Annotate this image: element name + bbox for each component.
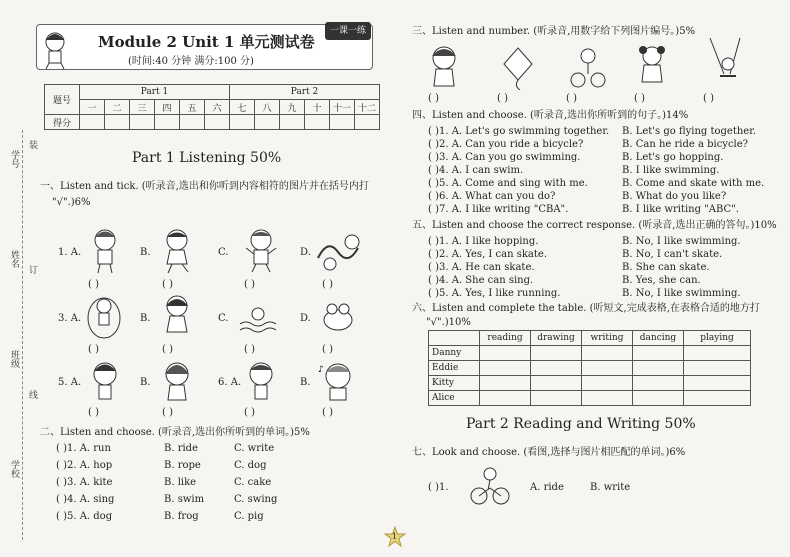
score-col: 三: [130, 100, 155, 115]
q2-option-b: B. frog: [164, 511, 199, 522]
q6-cell[interactable]: [531, 391, 582, 406]
frog-icon: [318, 296, 358, 336]
q6-cell[interactable]: [480, 361, 531, 376]
girl-jump-rope-icon: [86, 294, 122, 340]
q2-option-b: B. ride: [164, 443, 199, 454]
cartoon-girl-icon: [38, 28, 72, 70]
answer-blank[interactable]: ( ): [497, 93, 508, 104]
answer-blank[interactable]: ( ): [566, 93, 577, 104]
q6-col-header: playing: [684, 331, 751, 346]
answer-blank[interactable]: ( ): [162, 407, 173, 418]
q4-option-b: B. What do you like?: [622, 191, 727, 202]
q5-option-b: B. No, I like swimming.: [622, 288, 741, 299]
score-col: 六: [205, 100, 230, 115]
page-number: 1: [392, 532, 398, 541]
q6-row-name: Alice: [429, 391, 480, 406]
q1-item-label: B.: [300, 377, 311, 388]
q6-col-header: drawing: [531, 331, 582, 346]
answer-blank[interactable]: ( ): [428, 93, 439, 104]
field-name: 姓名: [9, 250, 19, 268]
girl-hopping-icon: [424, 44, 464, 90]
q6-cell[interactable]: [531, 376, 582, 391]
q2-option-b: B. swim: [164, 494, 205, 505]
q2-row[interactable]: ( )5. A. dog: [56, 511, 113, 522]
answer-blank[interactable]: ( ): [322, 344, 333, 355]
score-cell[interactable]: [230, 115, 255, 130]
q6-cell[interactable]: [531, 361, 582, 376]
kite-icon: [496, 46, 540, 90]
score-col: 十一: [330, 100, 355, 115]
q6-cell[interactable]: [582, 361, 633, 376]
answer-blank[interactable]: ( ): [322, 407, 333, 418]
q6-instruction-2: "√".)10%: [426, 317, 471, 328]
q6-col-header: reading: [480, 331, 531, 346]
q7-option-a: A. ride: [530, 482, 564, 493]
boy-jumping-icon: [244, 228, 278, 274]
score-cell[interactable]: [130, 115, 155, 130]
score-cell[interactable]: [205, 115, 230, 130]
q1-item-label: 3. A.: [58, 313, 82, 324]
exam-info: (时间:40 分钟 满分:100 分): [128, 56, 254, 67]
score-row-label: 题号: [45, 85, 80, 115]
q6-col-header: writing: [582, 331, 633, 346]
girl-standing-icon: [160, 294, 194, 340]
q6-cell[interactable]: [684, 376, 751, 391]
score-col: 五: [180, 100, 205, 115]
score-cell[interactable]: [155, 115, 180, 130]
boy-face-icon: [88, 360, 122, 402]
q2-option-c: C. write: [234, 443, 275, 454]
q4-option-b: B. Let's go hopping.: [622, 152, 724, 163]
field-student-id: 学号: [9, 150, 19, 168]
score-table: [44, 84, 380, 130]
answer-blank[interactable]: ( ): [88, 407, 99, 418]
answer-blank[interactable]: ( ): [162, 279, 173, 290]
q2-option-b: B. like: [164, 477, 197, 488]
q6-cell[interactable]: [684, 361, 751, 376]
q6-row-name: Danny: [429, 346, 480, 361]
score-cell[interactable]: [80, 115, 105, 130]
q5-instruction: 五、Listen and choose the correct response. (听录音,选出正确的答句。)10%: [412, 220, 777, 231]
q6-cell[interactable]: [480, 346, 531, 361]
grandpa-singing-icon: [316, 360, 356, 402]
q5-row[interactable]: ( )2. A. Yes, I can skate.: [428, 249, 547, 260]
q6-cell[interactable]: [633, 361, 684, 376]
girl-skating-icon: [160, 228, 194, 274]
q5-row[interactable]: ( )5. A. Yes, I like running.: [428, 288, 561, 299]
q2-row[interactable]: ( )3. A. kite: [56, 477, 113, 488]
q2-instruction: 二、Listen and choose. (听录音,选出你所听到的单词。)5%: [40, 427, 310, 438]
binding-char-2: 订: [27, 265, 37, 274]
q4-option-b: B. I like writing "ABC".: [622, 204, 739, 215]
q1-item-label: 6. A.: [218, 377, 242, 388]
q7-row[interactable]: ( )1.: [428, 482, 449, 493]
q1-item-label: D.: [300, 313, 311, 324]
series-badge: 一课一练: [325, 22, 371, 40]
q4-row[interactable]: ( )1. A. Let's go swimming together.: [428, 126, 610, 137]
q1-item-label: 5. A.: [58, 377, 82, 388]
q5-row[interactable]: ( )4. A. She can sing.: [428, 275, 534, 286]
q6-cell[interactable]: [582, 376, 633, 391]
q6-cell[interactable]: [582, 391, 633, 406]
score-col: 十二: [355, 100, 380, 115]
score-col: 一: [80, 100, 105, 115]
girl-face-icon: [160, 360, 194, 402]
q2-option-c: C. swing: [234, 494, 278, 505]
field-school: 学校: [9, 460, 19, 478]
answer-blank[interactable]: ( ): [634, 93, 645, 104]
score-col: 七: [230, 100, 255, 115]
q5-row[interactable]: ( )3. A. He can skate.: [428, 262, 535, 273]
score-col: 九: [280, 100, 305, 115]
q5-row[interactable]: ( )1. A. I like hopping.: [428, 236, 539, 247]
q2-row[interactable]: ( )1. A. run: [56, 443, 111, 454]
q2-option-c: C. pig: [234, 511, 264, 522]
q1-item-label: 1. A.: [58, 247, 82, 258]
q3-instruction: 三、Listen and number. (听录音,用数字给下列图片编号。)5%: [412, 26, 696, 37]
score-cell[interactable]: [330, 115, 355, 130]
part2-heading: Part 2 Reading and Writing 50%: [466, 416, 696, 432]
q6-cell[interactable]: [684, 391, 751, 406]
binding-char-3: 线: [27, 390, 37, 399]
score-col: 二: [105, 100, 130, 115]
q1-item-label: C.: [218, 313, 229, 324]
score-cell[interactable]: [180, 115, 205, 130]
score-cell[interactable]: [355, 115, 380, 130]
q7-instruction: 七、Look and choose. (看图,选择与图片相匹配的单词。)6%: [412, 447, 686, 458]
q1-item-label: D.: [300, 247, 311, 258]
q2-option-c: C. dog: [234, 460, 267, 471]
score-col: 八: [255, 100, 280, 115]
q2-row[interactable]: ( )2. A. hop: [56, 460, 113, 471]
part1-heading: Part 1 Listening 50%: [132, 150, 282, 166]
girl-skipping-icon: [632, 44, 672, 90]
answer-blank[interactable]: ( ): [244, 279, 255, 290]
q6-cell[interactable]: [480, 391, 531, 406]
q5-option-b: B. She can skate.: [622, 262, 710, 273]
q6-row-name: Kitty: [429, 376, 480, 391]
swing-icon: [700, 36, 748, 90]
q6-cell[interactable]: [531, 346, 582, 361]
score-cell[interactable]: [280, 115, 305, 130]
q4-row[interactable]: ( )3. A. Can you go swimming.: [428, 152, 581, 163]
field-class: 班级: [9, 350, 19, 368]
q4-row[interactable]: ( )2. A. Can you ride a bicycle?: [428, 139, 584, 150]
q1-instruction-2: "√".)6%: [52, 197, 91, 208]
q5-option-b: B. No, I like swimming.: [622, 236, 741, 247]
score-cell[interactable]: [255, 115, 280, 130]
q2-option-c: C. cake: [234, 477, 272, 488]
q6-instruction: 六、Listen and complete the table. (听短文,完成表格,在表格合适的地方打: [412, 303, 760, 314]
boy-face-icon: [244, 360, 278, 402]
q2-row[interactable]: ( )4. A. sing: [56, 494, 115, 505]
q5-option-b: B. No, I can't skate.: [622, 249, 723, 260]
score-part1: Part 1: [80, 85, 230, 100]
score-part2: Part 2: [230, 85, 380, 100]
q6-cell[interactable]: [633, 376, 684, 391]
q4-option-b: B. Let's go flying together.: [622, 126, 757, 137]
answer-blank[interactable]: ( ): [88, 279, 99, 290]
q6-table: [428, 330, 751, 406]
q4-option-b: B. Can he ride a bicycle?: [622, 139, 749, 150]
q6-row-name: Eddie: [429, 361, 480, 376]
q1-item-label: B.: [140, 377, 151, 388]
svg-text:♪: ♪: [318, 365, 324, 375]
q6-cell[interactable]: [582, 346, 633, 361]
q4-option-b: B. Come and skate with me.: [622, 178, 765, 189]
child-riding-bicycle-icon: [470, 466, 510, 506]
dragon-dance-icon: [316, 228, 360, 274]
page-title: Module 2 Unit 1 单元测试卷: [98, 33, 315, 51]
q4-option-b: B. I like swimming.: [622, 165, 720, 176]
q6-cell[interactable]: [633, 346, 684, 361]
q1-item-label: B.: [140, 247, 151, 258]
q1-item-label: B.: [140, 313, 151, 324]
score-col: 四: [155, 100, 180, 115]
q4-row[interactable]: ( )6. A. What can you do?: [428, 191, 556, 202]
q4-row[interactable]: ( )5. A. Come and sing with me.: [428, 178, 588, 189]
answer-blank[interactable]: ( ): [162, 344, 173, 355]
boy-icon: [88, 228, 122, 274]
q2-option-b: B. rope: [164, 460, 201, 471]
score-row2-label: 得分: [45, 115, 80, 130]
q6-header-blank: [429, 331, 480, 346]
answer-blank[interactable]: ( ): [244, 407, 255, 418]
q6-cell[interactable]: [480, 376, 531, 391]
binding-char-1: 装: [27, 140, 37, 149]
answer-blank[interactable]: ( ): [244, 344, 255, 355]
q6-col-header: dancing: [633, 331, 684, 346]
score-col: 十: [305, 100, 330, 115]
swimmer-icon: [238, 296, 278, 336]
q6-cell[interactable]: [684, 346, 751, 361]
q6-cell[interactable]: [633, 391, 684, 406]
q4-instruction: 四、Listen and choose. (听录音,选出你所听到的句子。)14%: [412, 110, 689, 121]
child-bicycle-icon: [568, 44, 608, 90]
binding-line: [22, 130, 23, 540]
q7-option-b: B. write: [590, 482, 631, 493]
answer-blank[interactable]: ( ): [88, 344, 99, 355]
q1-instruction: 一、Listen and tick. (听录音,选出和你听到内容相符的图片并在括号内打: [40, 181, 369, 192]
q1-item-label: C.: [218, 247, 229, 258]
q5-option-b: B. Yes, she can.: [622, 275, 701, 286]
answer-blank[interactable]: ( ): [322, 279, 333, 290]
q4-row[interactable]: ( )4. A. I can swim.: [428, 165, 524, 176]
score-cell[interactable]: [105, 115, 130, 130]
answer-blank[interactable]: ( ): [703, 93, 714, 104]
q4-row[interactable]: ( )7. A. I like writing "CBA".: [428, 204, 569, 215]
score-cell[interactable]: [305, 115, 330, 130]
